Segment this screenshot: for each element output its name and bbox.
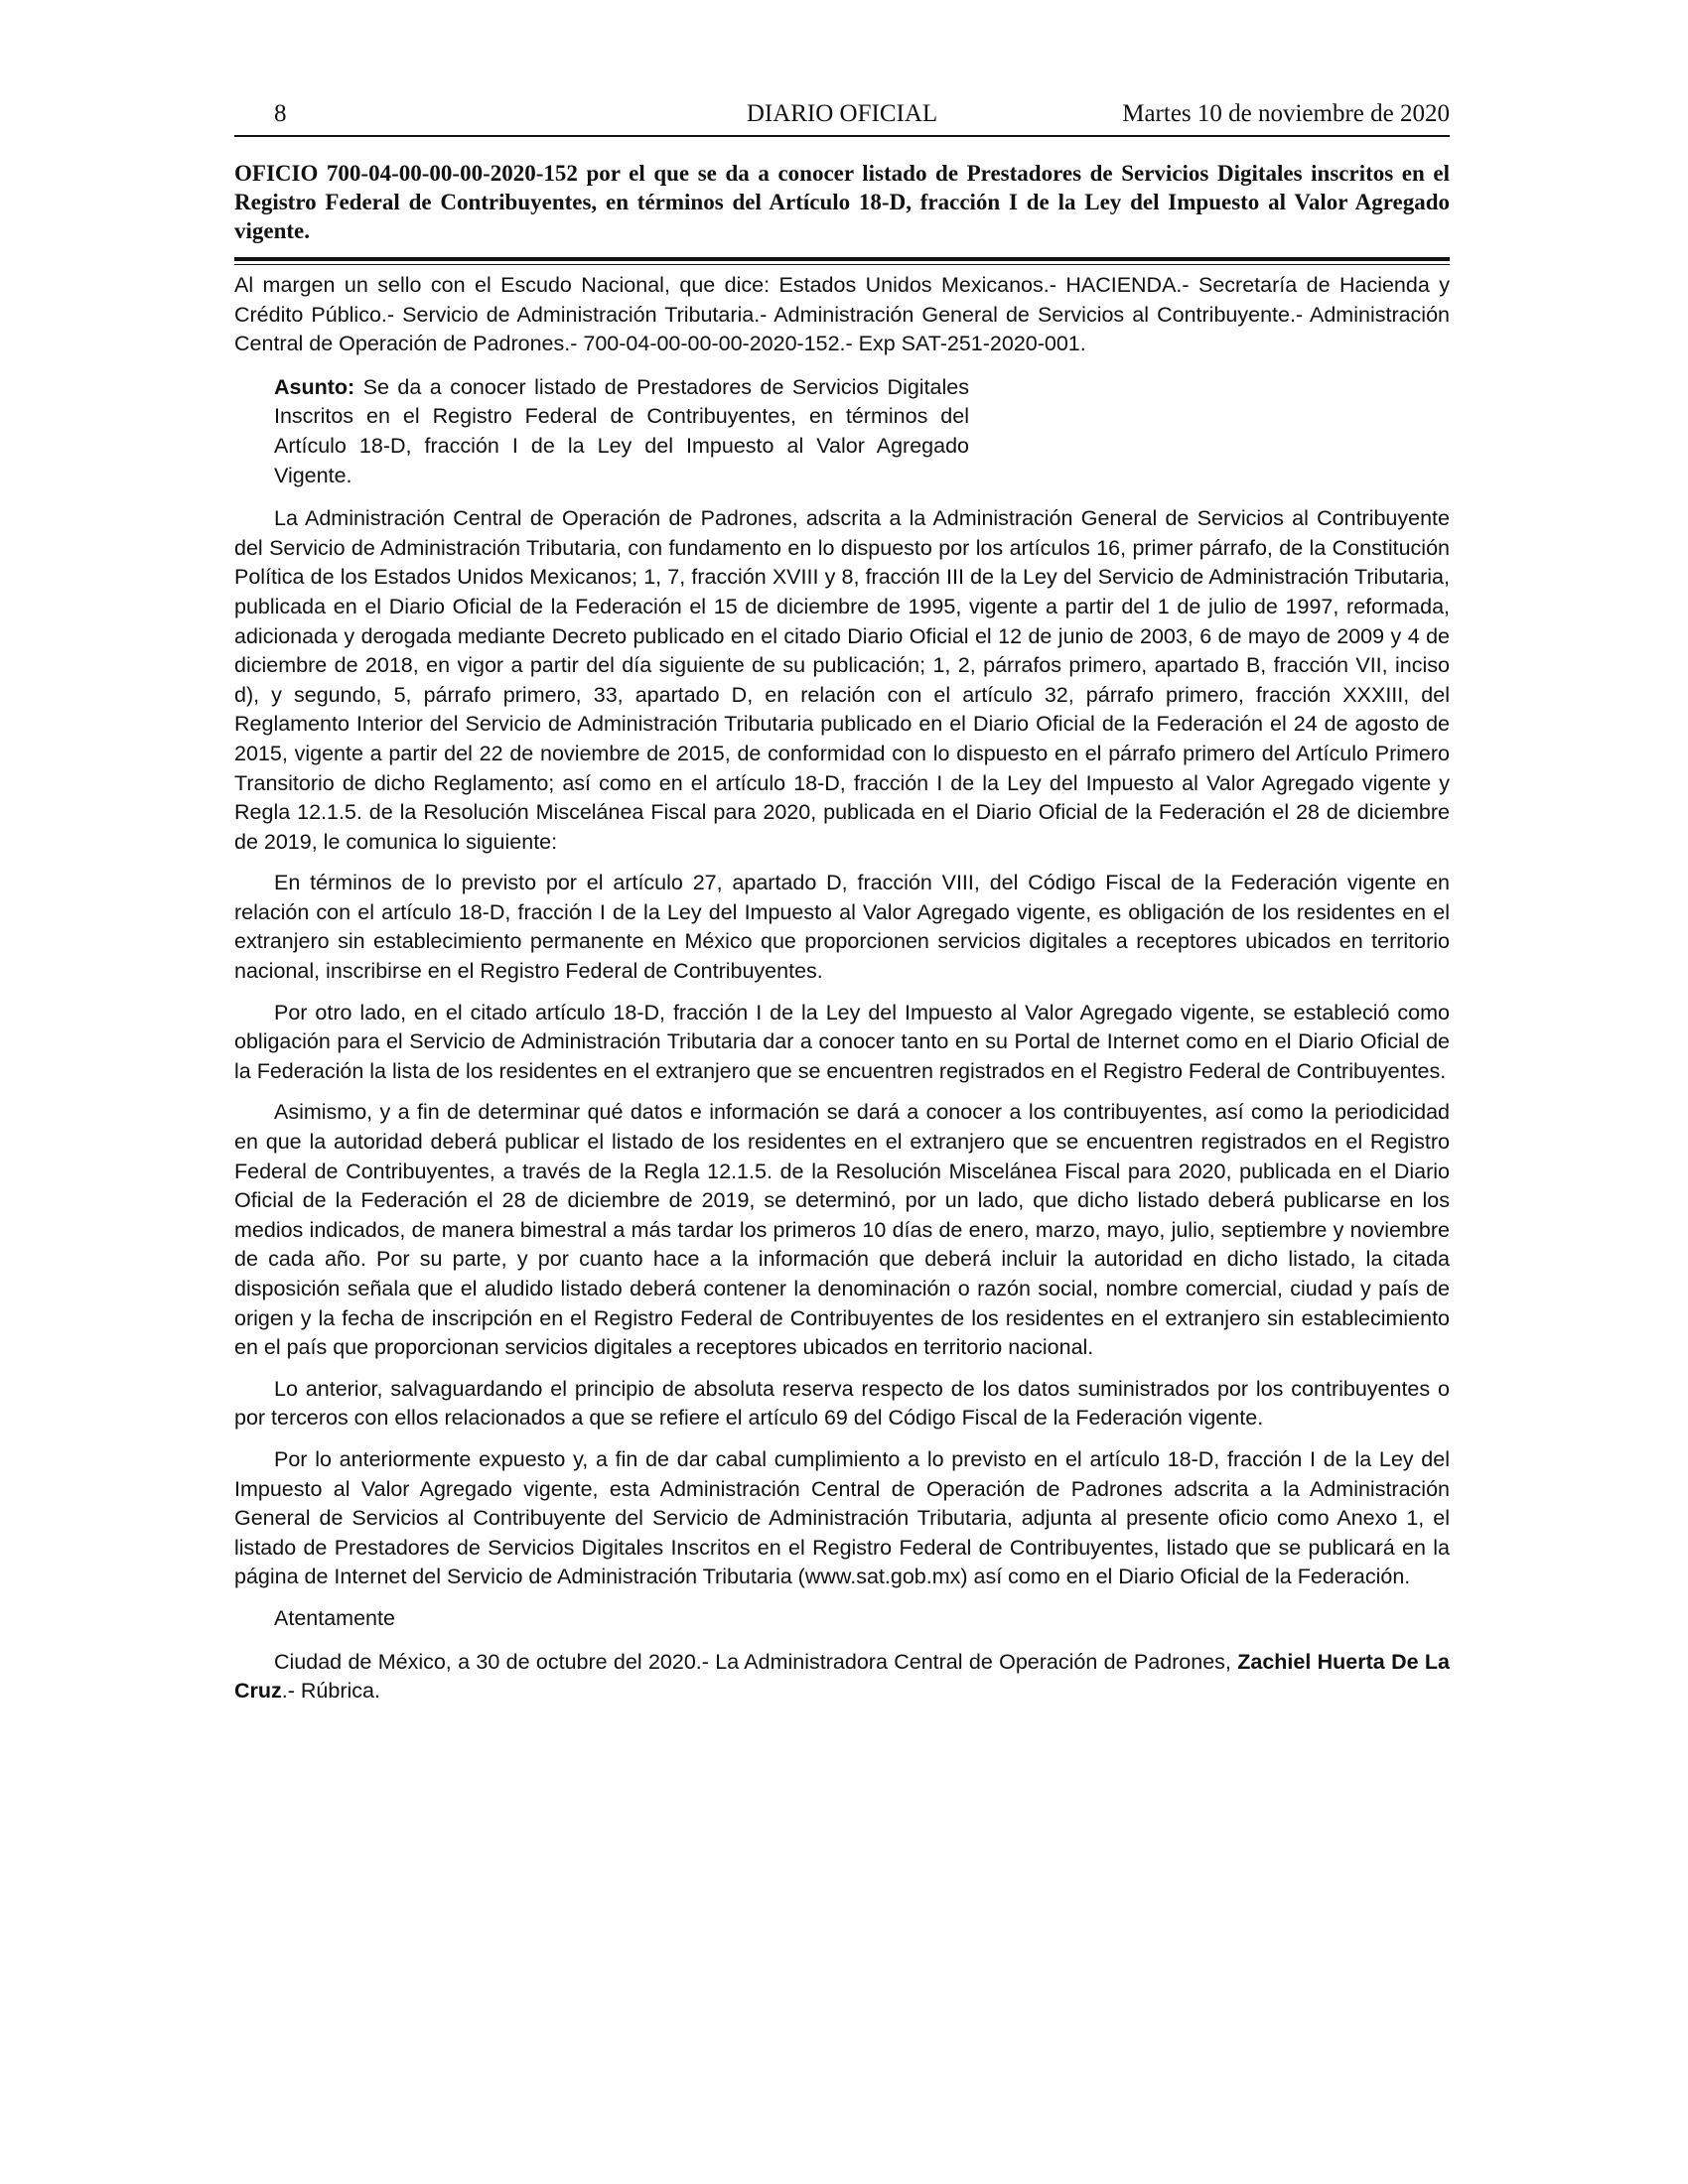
- closing-salutation: Atentamente: [274, 1605, 395, 1630]
- publication-name: DIARIO OFICIAL: [746, 100, 938, 127]
- paragraph-5: Lo anterior, salvaguardando el principio de absoluta reserva respecto de los datos suministrados por los contribuyentes o por terceros con ellos relacionados a que se refiere el artículo 69 del Código Fiscal de la Federación vigente.: [234, 1376, 1450, 1431]
- paragraph-1: La Administración Central de Operación de Padrones, adscrita a la Administración General de Servicios al Contribuyente del Servicio de Administración Tributaria, con fundamento en lo dispuesto por los artículos 16, primer párrafo, de la Constitución Política de los Estados Unidos Mexicanos; 1, 7, fracción XVIII y 8, fracción III de la Ley del Servicio de Administración Tributaria, publicada en el Diario Oficial de la Federación el 15 de diciembre de 1995, vigente a partir del 1 de julio de 1997, reformada, adicionada y derogada mediante Decreto publicado en el citado Diario Oficial el 12 de junio de 2003, 6 de mayo de 2009 y 4 de diciembre de 2018, en vigor a partir del día siguiente de su publicación; 1, 2, párrafos primero, apartado B, fracción VII, inciso d), y segundo, 5, párrafo primero, 33, apartado D, en relación con el artículo 32, párrafo primero, fracción XXXIII, del Reglamento Interior del Servicio de Administración Tributaria publicado en el Diario Oficial de la Federación el 24 de agosto de 2015, vigente a partir del 22 de noviembre de 2015, de conformidad con lo dispuesto en el párrafo primero del Artículo Primero Transitorio de dicho Reglamento; así como en el artículo 18-D, fracción I de la Ley del Impuesto al Valor Agregado vigente y Regla 12.1.5. de la Resolución Miscelánea Fiscal para 2020, publicada en el Diario Oficial de la Federación el 28 de diciembre de 2019, le comunica lo siguiente:: [234, 506, 1450, 854]
- paragraph-6: Por lo anteriormente expuesto y, a fin de dar cabal cumplimiento a lo previsto en el artículo 18-D, fracción I de la Ley del Impuesto al Valor Agregado vigente, esta Administración Central de Operación de Padrones adscrita a la Administración General de Servicios al Contribuyente del Servicio de Administración Tributaria, adjunta al presente oficio como Anexo 1, el listado de Prestadores de Servicios Digitales Inscritos en el Registro Federal de Contribuyentes, listado que se publicará en la página de Internet del Servicio de Administración Tributaria (www.sat.gob.mx) así como en el Diario Oficial de la Federación.: [234, 1446, 1450, 1589]
- subject-label: Asunto:: [274, 374, 355, 399]
- header-rule: [234, 135, 1450, 137]
- page-number: 8: [274, 100, 287, 127]
- signature-block: [234, 1648, 1450, 1706]
- paragraph-3: Por otro lado, en el citado artículo 18-D, fracción I de la Ley del Impuesto al Valor Agregado vigente, se estableció como obligación para el Servicio de Administración Tributaria dar a conocer tanto en su Portal de Internet como en el Diario Oficial de la Federación la lista de los residentes en el extranjero que se encuentren registrados en el Registro Federal de Contribuyentes.: [234, 1000, 1450, 1083]
- running-header: [234, 95, 1450, 133]
- document-body: [234, 271, 1450, 1706]
- paragraph-4: Asimismo, y a fin de determinar qué datos e información se dará a conocer a los contribuyentes, así como la periodicidad en que la autoridad deberá publicar el listado de los residentes en el extranjero que se encuentren registrados en el Registro Federal de Contribuyentes, a través de la Regla 12.1.5. de la Resolución Miscelánea Fiscal para 2020, publicada en el Diario Oficial de la Federación el 28 de diciembre de 2019, se determinó, por un lado, que dicho listado deberá publicarse en los medios indicados, de manera bimestral a más tardar los primeros 10 días de enero, marzo, mayo, julio, septiembre y noviembre de cada año. Por su parte, y por cuanto hace a la información que deberá incluir la autoridad en dicho listado, la citada disposición señala que el aludido listado deberá contener la denominación o razón social, nombre comercial, ciudad y país de origen y la fecha de inscripción en el Registro Federal de Contribuyentes de los residentes en el extranjero sin establecimiento en el país que proporcionan servicios digitales a receptores ubicados en territorio nacional.: [234, 1100, 1450, 1360]
- signer-name: Zachiel Huerta De La Cruz: [234, 1649, 1450, 1704]
- signature-place: Ciudad de México, a 30 de octubre del 2020.- La Administradora Central de Operación de Padrones,: [274, 1649, 1238, 1674]
- paragraph-2: En términos de lo previsto por el artículo 27, apartado D, fracción VIII, del Código Fiscal de la Federación vigente en relación con el artículo 18-D, fracción I de la Ley del Impuesto al Valor Agregado vigente, es obligación de los residentes en el extranjero sin establecimiento permanente en México que proporcionen servicios digitales a receptores ubicados en territorio nacional, inscribirse en el Registro Federal de Contribuyentes.: [234, 871, 1450, 984]
- signature-suffix: .- Rúbrica.: [281, 1679, 380, 1704]
- document-page: [234, 95, 1450, 1706]
- margin-note: Al margen un sello con el Escudo Nacional, que dice: Estados Unidos Mexicanos.- HACIENDA.- Secretaría de Hacienda y Crédito Público.- Servicio de Administración Tributaria.- Administración General de Servicios al Contribuyente.- Administración Central de Operación de Padrones.- 700-04-00-00-00-2020-152.- Exp SAT-251-2020-001.: [234, 273, 1450, 356]
- subject-text: Se da a conocer listado de Prestadores de Servicios Digitales Inscritos en el Registro Federal de Contribuyentes, en términos del Artículo 18-D, fracción I de la Ley del Impuesto al Valor Agregado Vigente.: [274, 374, 969, 487]
- publication-date: Martes 10 de noviembre de 2020: [1122, 100, 1450, 127]
- title-double-rule: [234, 257, 1450, 265]
- subject-block: [274, 373, 969, 490]
- document-title: OFICIO 700-04-00-00-00-2020-152 por el que se da a conocer listado de Prestadores de Servicios Digitales inscritos en el Registro Federal de Contribuyentes, en términos del Artículo 18-D, fracción I de la Ley del Impuesto al Valor Agregado vigente.: [234, 161, 1450, 243]
